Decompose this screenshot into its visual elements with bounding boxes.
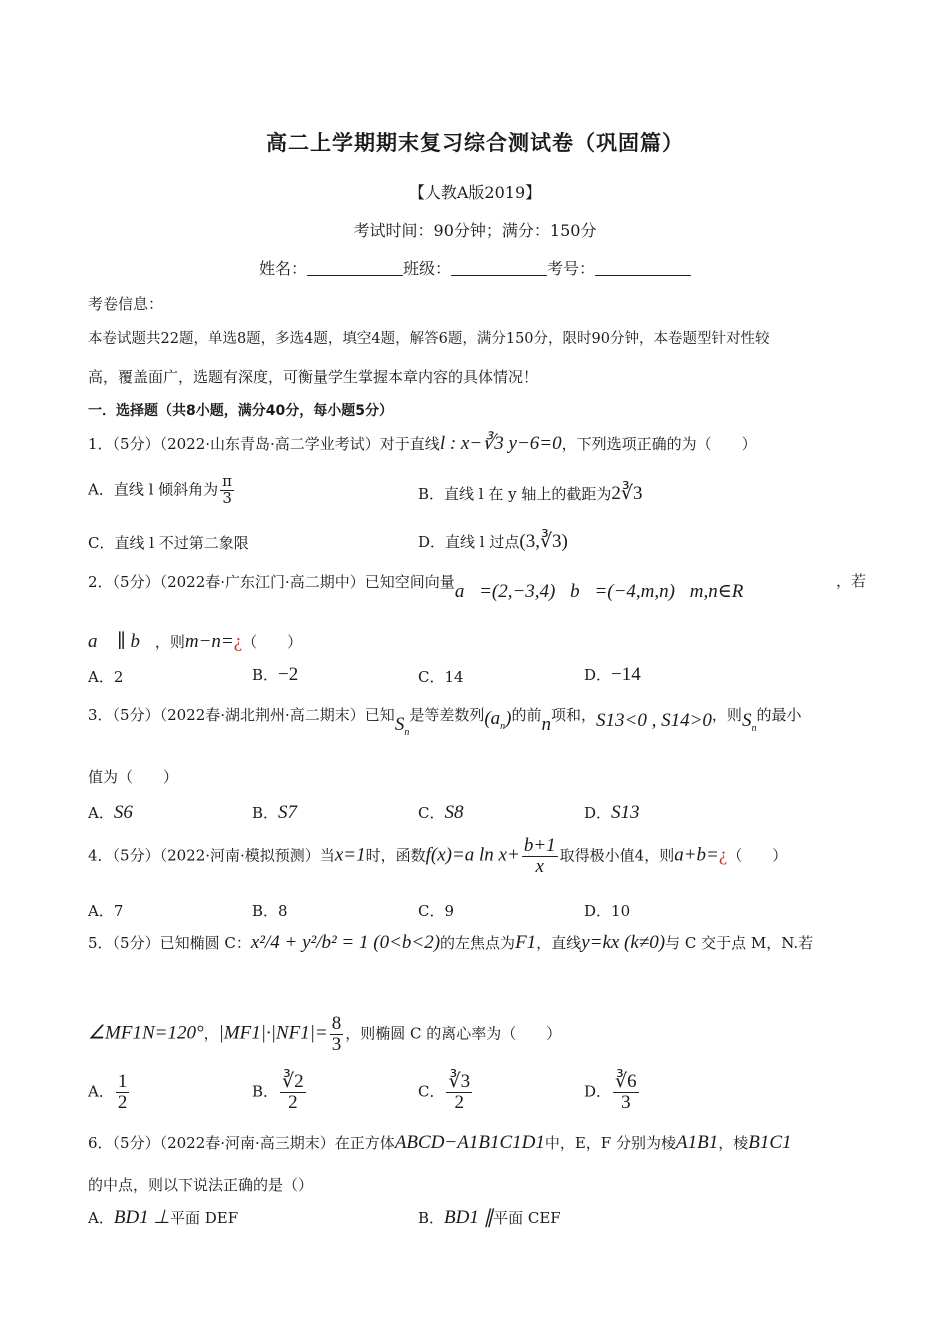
- fraction: [446, 1072, 472, 1113]
- question-number: 1．: [88, 435, 113, 453]
- option-d[interactable]: [584, 1072, 641, 1113]
- option-c[interactable]: [418, 1072, 474, 1113]
- frac-num: 1: [117, 1071, 128, 1092]
- number-label: 考号：: [547, 259, 596, 278]
- option-a[interactable]: A．2: [88, 668, 124, 686]
- a-n: $(a_n)$: [484, 708, 512, 732]
- exam-time: 考试时间：90分钟；满分：150分: [353, 221, 597, 240]
- option-b[interactable]: [418, 1206, 561, 1229]
- question-source: （5分）（2022·山东青岛·高二学业考试）对于直线: [112, 435, 440, 453]
- question-mark: ¿: [718, 844, 728, 866]
- question-number: 5．: [88, 934, 113, 952]
- frac-num: b+1: [523, 835, 556, 856]
- s-n-2: $S_n$: [741, 710, 757, 734]
- option-a[interactable]: A．7: [88, 902, 124, 920]
- option-d[interactable]: [418, 530, 568, 553]
- question-5-line-2: ∠MF1N=120°，|MF1|·|NF1|= $\frac{8}{3}$ ，则椭圆 C 的离心率为（ ）: [88, 1013, 562, 1055]
- option-c[interactable]: C．9: [418, 902, 455, 920]
- question-text: ，棱: [718, 1134, 749, 1152]
- option-a[interactable]: [88, 1206, 238, 1229]
- fraction: [116, 1072, 130, 1113]
- fraction: [522, 836, 558, 877]
- question-3-line-2: 值为（ ）: [88, 768, 179, 786]
- question-number: 4．: [88, 846, 113, 865]
- option-label: B．: [252, 666, 279, 684]
- question-5: [88, 932, 813, 954]
- option-b[interactable]: [252, 802, 297, 824]
- frac-num: ∛6: [615, 1071, 637, 1092]
- fraction: [280, 1072, 306, 1113]
- question-number: 3．: [88, 706, 113, 724]
- question-text: ，则: [154, 633, 185, 651]
- question-text: 中，E，F 分别为棱: [544, 1134, 676, 1152]
- question-suffix: ，下列选项正确的为（ ）: [561, 435, 757, 453]
- option-end: 平面 DEF: [169, 1209, 239, 1227]
- info-line-2: 高，覆盖面广，选题有深度，可衡量学生掌握本章内容的具体情况！: [88, 368, 539, 386]
- frac-den: 2: [454, 1091, 465, 1113]
- question-formula: a⃗=(2,−3,4)，b⃗=(−4,m,n)，m,n∈R: [454, 581, 744, 602]
- frac-den: 3: [331, 1033, 342, 1055]
- option-b[interactable]: [418, 482, 642, 505]
- cube-label: ABCD−A1B1C1D1: [394, 1132, 545, 1153]
- question-text: 项和，: [551, 706, 597, 724]
- question-source: （5分）（2022·河南·模拟预测）当: [112, 846, 335, 865]
- option-label: D．: [584, 1082, 612, 1101]
- line-equation: y=kx (k≠0): [581, 932, 666, 953]
- class-blank[interactable]: [451, 261, 547, 276]
- question-source: （5分）已知椭圆 C：: [112, 934, 251, 952]
- focus-label: F1: [515, 932, 537, 953]
- option-value: S6: [113, 802, 133, 823]
- option-a[interactable]: [88, 802, 133, 824]
- question-source: （5分）（2022春·湖北荆州·高二期末）已知: [112, 706, 395, 724]
- question-end: （ ）: [727, 846, 788, 865]
- question-source: （5分）（2022春·河南·高三期末）在正方体: [112, 1134, 395, 1152]
- question-suffix: 的最小: [756, 706, 802, 724]
- option-label: D．直线 l 过点: [418, 533, 520, 551]
- option-label: A．: [88, 1082, 114, 1101]
- question-condition: x=1: [334, 844, 366, 866]
- question-text: ，则: [711, 706, 742, 724]
- frac-den: x: [535, 855, 544, 877]
- question-text: 取得极小值4，则: [559, 846, 675, 865]
- question-text: 的左焦点为: [440, 934, 516, 952]
- option-label: D．: [584, 666, 612, 684]
- ellipse-equation: x²/4 + y²/b² = 1 (0<b<2): [250, 932, 441, 953]
- class-label: 班级：: [402, 259, 451, 278]
- option-value: S13: [611, 802, 640, 823]
- option-value: S8: [444, 802, 464, 823]
- fraction: [613, 1072, 639, 1113]
- fraction: [330, 1014, 344, 1055]
- s-n: $S_n$: [394, 714, 410, 738]
- fraction: [220, 474, 234, 507]
- option-label: C．: [418, 804, 445, 822]
- option-label: B．: [418, 1209, 445, 1227]
- frac-den: 2: [117, 1091, 128, 1113]
- option-label: D．: [584, 804, 612, 822]
- option-d[interactable]: [584, 802, 640, 824]
- option-value: −14: [611, 664, 641, 685]
- frac-num: π: [222, 472, 233, 490]
- option-b[interactable]: [252, 1072, 308, 1113]
- option-a[interactable]: [88, 474, 236, 507]
- question-number: 6．: [88, 1134, 113, 1152]
- info-line-1: 本卷试题共22题，单选8题，多选4题，填空4题，解答6题，满分150分，限时90分钟，本卷题型针对性较: [88, 331, 770, 347]
- question-end: （ ）: [242, 633, 303, 651]
- option-value: (3,∛3): [519, 531, 568, 552]
- question-end: ，则椭圆 C 的离心率为（ ）: [345, 1024, 562, 1043]
- option-label: A．直线 l 倾斜角为: [88, 480, 219, 499]
- option-b[interactable]: [252, 664, 298, 686]
- frac-den: 3: [222, 488, 232, 507]
- question-text: 是等差数列: [409, 706, 485, 724]
- option-label: A．: [88, 804, 114, 822]
- frac-num: ∛3: [448, 1071, 471, 1092]
- question-2: [88, 570, 867, 602]
- option-value: 2∛3: [611, 483, 643, 504]
- page-title: 高二上学期期末复习综合测试卷（巩固篇）: [266, 131, 684, 155]
- option-d[interactable]: [584, 664, 641, 686]
- option-c[interactable]: [418, 802, 463, 824]
- option-value: −2: [278, 664, 299, 685]
- question-1: [88, 432, 757, 455]
- question-expr: a+b=: [674, 844, 719, 866]
- number-blank[interactable]: [595, 261, 691, 276]
- product-expr: |MF1|·|NF1|=: [218, 1022, 328, 1044]
- question-text: ，直线: [536, 934, 582, 952]
- n-var: n: [541, 714, 551, 735]
- option-value: BD1 ∥: [444, 1207, 494, 1228]
- question-6-line-2: 的中点，则以下说法正确的是（）: [88, 1176, 314, 1194]
- option-label: C．: [418, 1082, 445, 1101]
- section-heading: 一．选择题（共8小题，满分40分，每小题5分）: [88, 403, 393, 419]
- option-end: 平面 CEF: [493, 1209, 561, 1227]
- option-b[interactable]: B．8: [252, 902, 288, 920]
- angle-expr: ∠MF1N=120°: [88, 1022, 204, 1044]
- info-heading: 考卷信息：: [88, 295, 164, 313]
- question-expr: m−n=: [184, 631, 234, 652]
- frac-den: 3: [621, 1091, 631, 1113]
- question-formula: a⃗ ∥ b⃗: [88, 631, 155, 652]
- option-value: BD1 ⊥: [113, 1207, 170, 1228]
- question-text: 的前: [511, 706, 542, 724]
- edge-label: B1C1: [748, 1132, 792, 1153]
- question-4: [88, 836, 787, 877]
- question-source: （5分）（2022春·广东江门·高二期中）已知空间向量: [112, 573, 455, 591]
- student-info-line: [0, 256, 950, 279]
- option-d[interactable]: D．10: [584, 902, 631, 920]
- frac-num: ∛2: [282, 1071, 304, 1092]
- frac-num: 8: [331, 1013, 342, 1034]
- question-2-line-2: [88, 630, 302, 653]
- question-formula: l : x−∛3 y−6=0: [439, 433, 562, 454]
- question-3: [88, 704, 802, 738]
- edition-label: 【人教A版2019】: [408, 183, 542, 202]
- option-value: S7: [278, 802, 298, 823]
- frac-den: 2: [288, 1091, 298, 1113]
- question-number: 2．: [88, 573, 113, 591]
- question-condition: S13<0 , S14>0: [596, 710, 712, 731]
- edge-label: A1B1: [676, 1132, 719, 1153]
- question-text: 与 C 交于点 M，N.若: [665, 934, 814, 952]
- question-text: 时，函数: [365, 846, 426, 865]
- name-label: 姓名：: [258, 259, 307, 278]
- option-label: B．直线 l 在 y 轴上的截距为: [418, 485, 612, 503]
- option-a[interactable]: [88, 1072, 131, 1113]
- question-suffix: ，若: [836, 572, 867, 590]
- question-mark: ¿: [233, 631, 243, 652]
- option-c[interactable]: C．14: [418, 668, 464, 686]
- question-6: [88, 1132, 792, 1154]
- option-label: A．: [88, 1209, 114, 1227]
- question-function: f(x)=a ln x+: [425, 844, 520, 866]
- option-label: B．: [252, 804, 279, 822]
- option-c[interactable]: C．直线 l 不过第二象限: [88, 534, 249, 552]
- option-label: B．: [252, 1082, 279, 1101]
- name-blank[interactable]: [307, 261, 403, 276]
